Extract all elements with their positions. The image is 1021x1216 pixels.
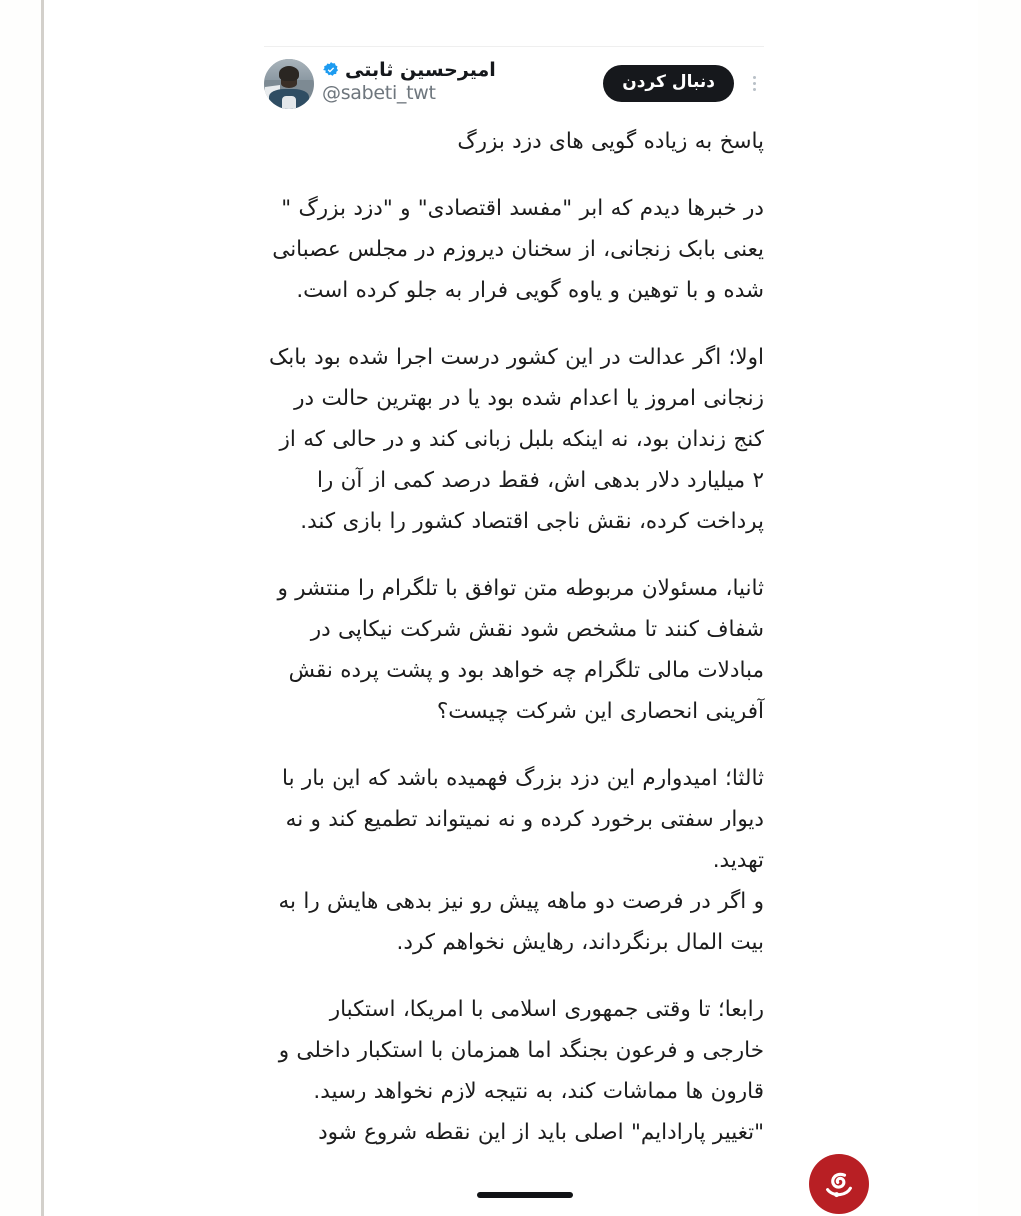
kebab-dot bbox=[753, 88, 756, 91]
kebab-dot bbox=[753, 82, 756, 85]
account-identity[interactable] bbox=[264, 59, 496, 109]
tweet-paragraph: ثانیا، مسئولان مربوطه متن توافق با تلگرام را منتشر و شفاف کنند تا مشخص شود نقش شرکت نیکاپی در مبادلات مالی تلگرام چه خواهد بود و پشت پرده نقش آفرینی انحصاری این شرکت چیست؟ bbox=[277, 576, 764, 724]
tweet-body bbox=[264, 107, 764, 1153]
tweet-card bbox=[264, 46, 764, 1153]
tweet-paragraph: اولا؛ اگر عدالت در این کشور درست اجرا شده بود بابک زنجانی امروز یا اعدام شده بود یا در بهترین حالت در کنج زندان بود، نه اینکه بلبل زبانی کند و در حالی که از ۲ میلیارد دلار بدهی اش، فقط درصد کمی از آن را پرداخت کرده، نقش ناجی اقتصاد کشور را بازی کند. bbox=[269, 345, 764, 534]
avatar-shirt bbox=[282, 96, 296, 109]
tweet-paragraph: پاسخ به زیاده گویی های دزد بزرگ bbox=[457, 129, 764, 154]
avatar-hair bbox=[279, 66, 299, 81]
tweet-paragraph: در خبرها دیدم که ابر "مفسد اقتصادی" و "دزد بزرگ " یعنی بابک زنجانی، از سخنان دیروزم در مجلس عصبانی شده و با توهین و یاوه گویی فرار به جلو کرده است. bbox=[272, 196, 764, 303]
kebab-menu-icon[interactable] bbox=[744, 70, 764, 96]
header-actions bbox=[603, 59, 764, 102]
avatar[interactable] bbox=[264, 59, 314, 109]
tweet-paragraph: و اگر در فرصت دو ماهه پیش رو نیز بدهی هایش را به بیت المال برنگرداند، رهایش نخواهم کرد. bbox=[278, 889, 764, 955]
follow-button[interactable]: دنبال کردن bbox=[603, 65, 734, 102]
tweet-paragraph: رابعا؛ تا وقتی جمهوری اسلامی با امریکا، استکبار خارجی و فرعون بجنگد اما همزمان با استکبار داخلی و قارون ها مماشات کند، به نتیجه لازم نخواهد رسید. "تغییر پارادایم" اصلی باید از این نقطه شروع شود bbox=[278, 997, 764, 1145]
display-name-row bbox=[322, 60, 496, 81]
kebab-dot bbox=[753, 76, 756, 79]
account-handle: @sabeti_twt bbox=[322, 81, 436, 104]
display-name: امیرحسین ثابتی bbox=[345, 59, 496, 81]
account-names bbox=[322, 59, 496, 103]
tweet-header bbox=[264, 47, 764, 107]
home-indicator bbox=[477, 1192, 573, 1198]
news-agency-logo-icon bbox=[809, 1154, 869, 1214]
tweet-paragraph: ثالثا؛ امیدوارم این دزد بزرگ فهمیده باشد که این بار با دیوار سفتی برخورد کرده و نه نمیتواند تطمیع کند و نه تهدید. bbox=[282, 766, 764, 873]
verified-badge-icon bbox=[322, 61, 340, 79]
